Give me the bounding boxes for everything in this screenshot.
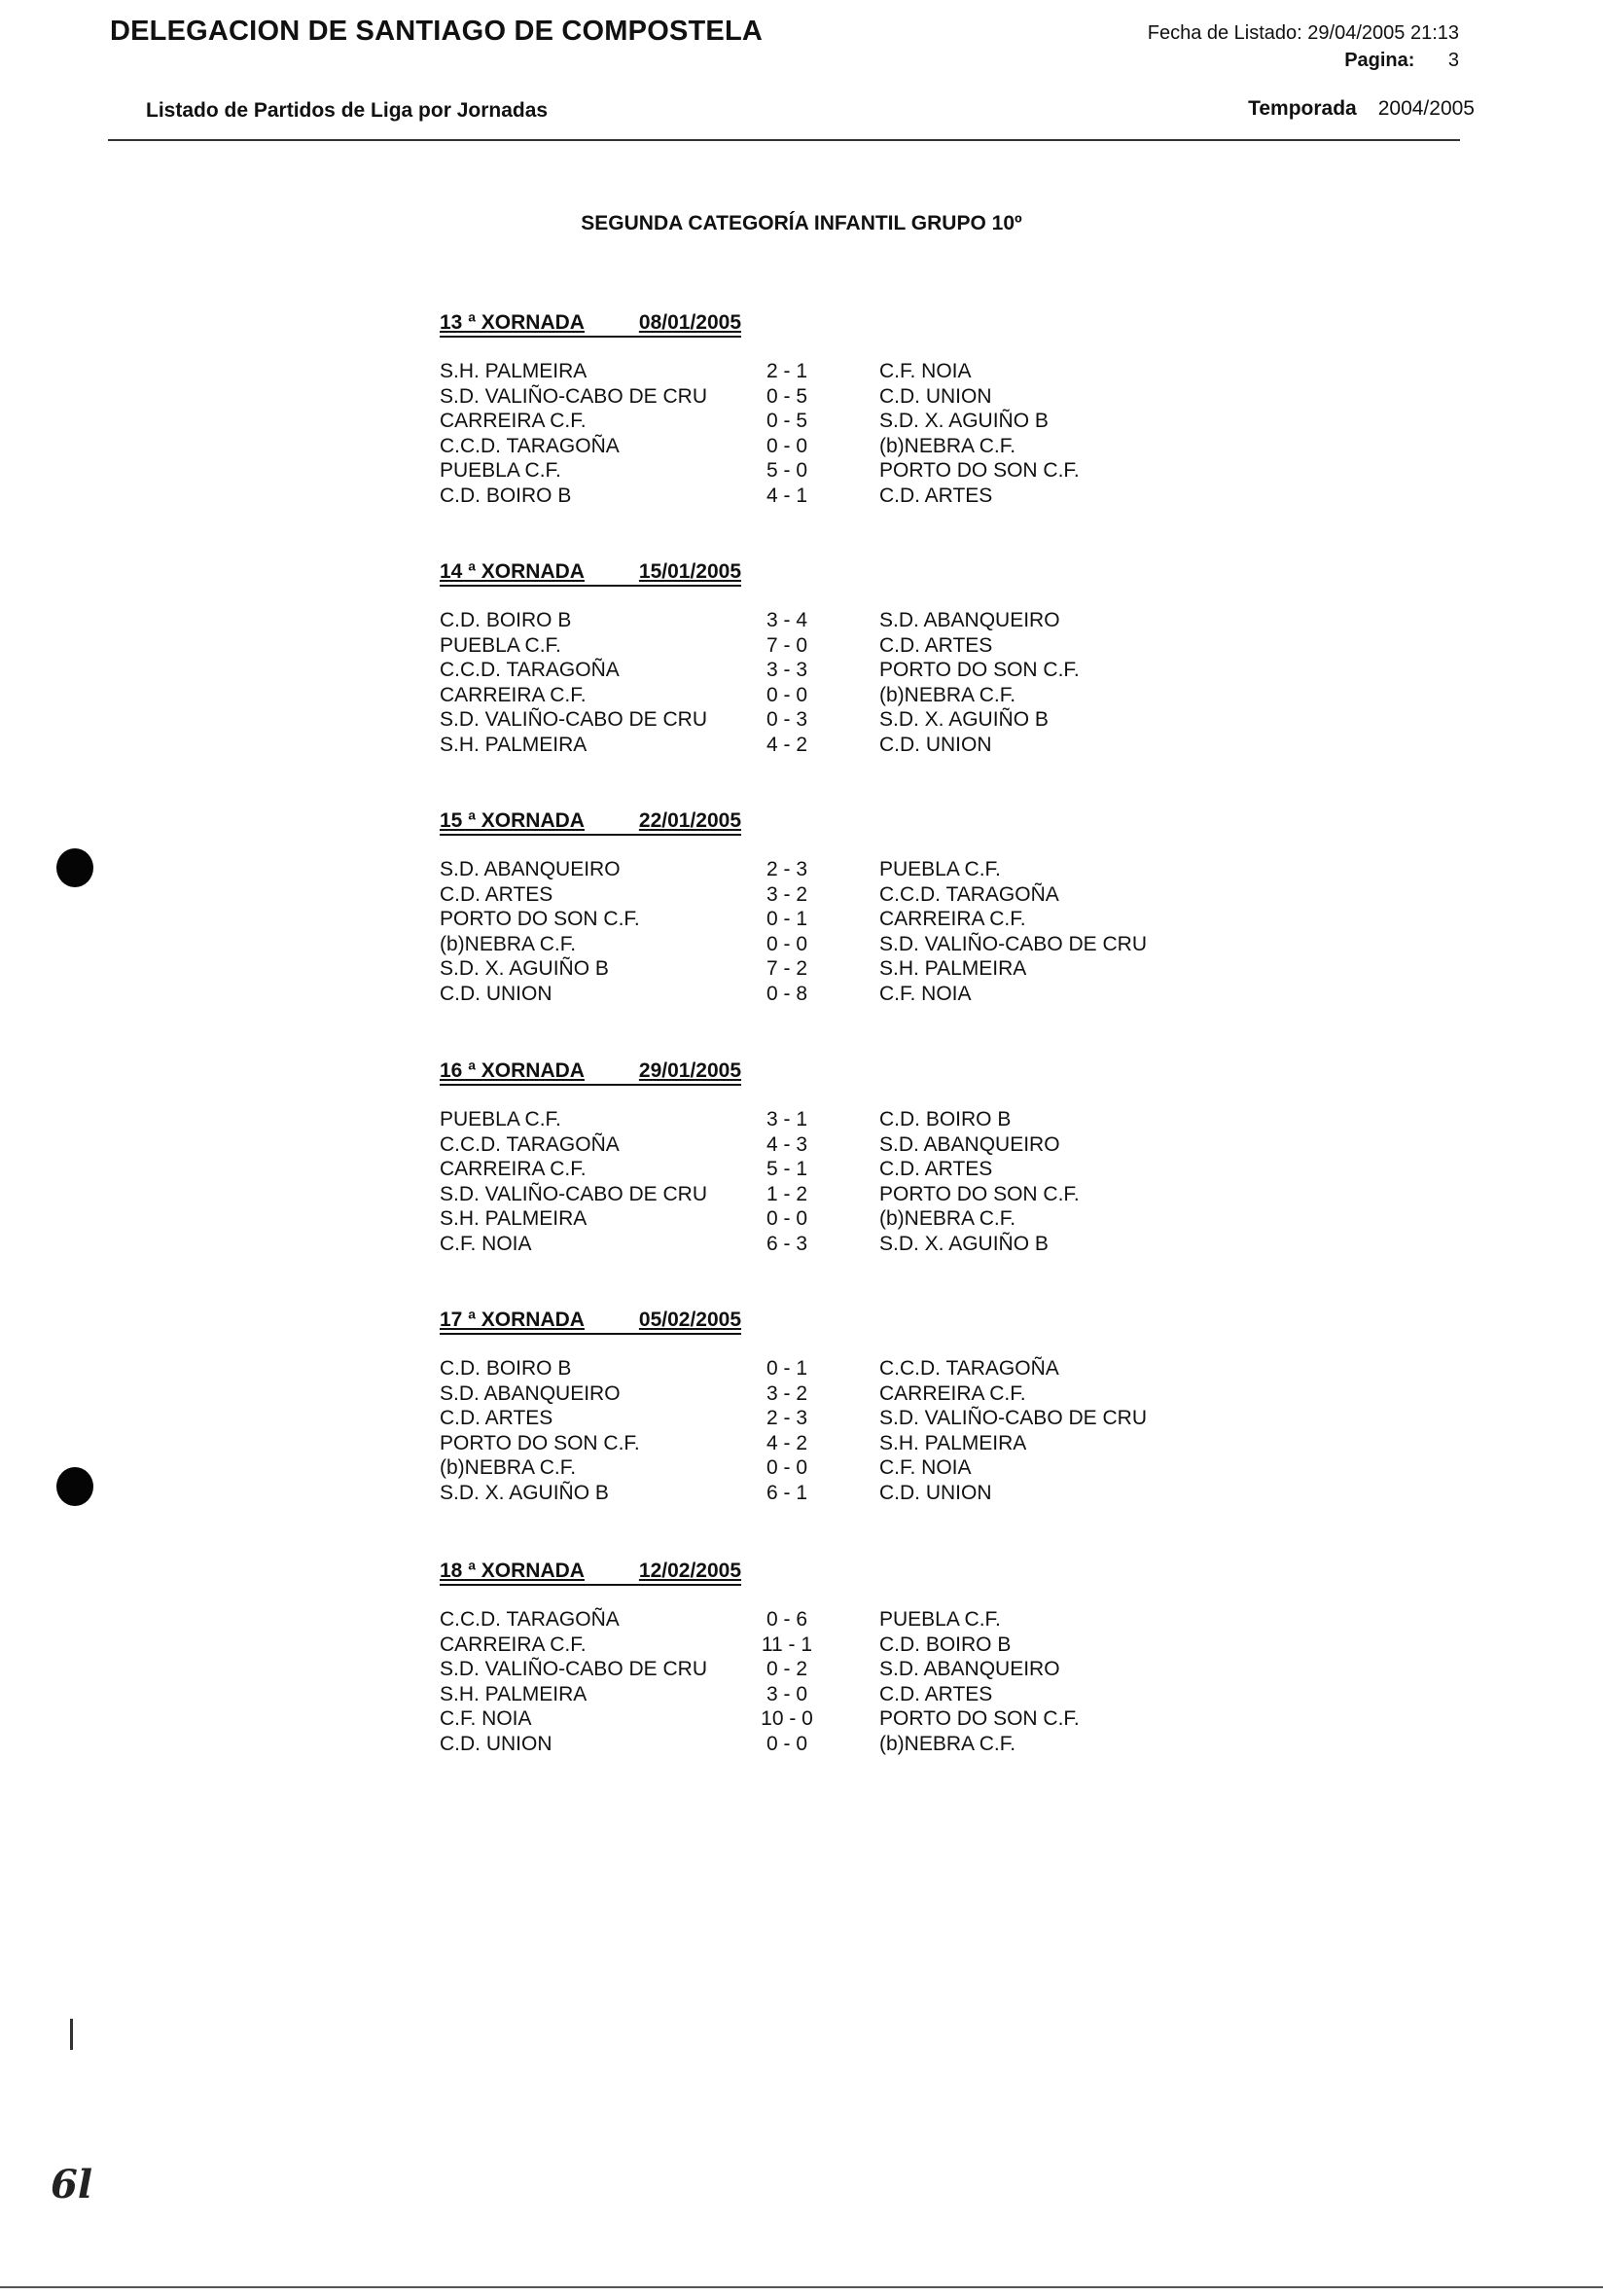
season-label: Temporada	[1248, 97, 1357, 120]
jornada-header	[440, 1309, 1218, 1338]
season-line	[1248, 97, 1475, 121]
jornada-name: 13 ª XORNADA	[440, 311, 585, 334]
jornada-section	[440, 809, 1218, 1008]
home-team: S.D. ABANQUEIRO	[440, 1381, 621, 1405]
away-team: C.F. NOIA	[879, 360, 972, 382]
match-row	[440, 1608, 1218, 1633]
jornada-name: 15 ª XORNADA	[440, 809, 585, 832]
match-score: 4 - 2	[766, 733, 808, 756]
match-score: 3 - 1	[766, 1108, 808, 1130]
away-team: (b)NEBRA C.F.	[879, 683, 1016, 706]
match-score: 2 - 1	[766, 360, 808, 382]
listing-subtitle: Listado de Partidos de Liga por Jornadas	[146, 99, 549, 122]
home-team: S.D. VALIÑO-CABO DE CRU	[440, 384, 707, 408]
header-divider	[108, 139, 1460, 141]
scan-mark	[70, 2019, 73, 2050]
home-team: S.H. PALMEIRA	[440, 1207, 588, 1231]
punch-hole	[56, 1467, 93, 1506]
jornada-name: 17 ª XORNADA	[440, 1309, 585, 1331]
match-row	[440, 659, 1218, 684]
match-row	[440, 1183, 1218, 1208]
home-team: C.D. BOIRO B	[440, 1357, 572, 1380]
match-list	[440, 1608, 1218, 1758]
match-score: 0 - 1	[766, 908, 808, 931]
home-team: PUEBLA C.F.	[440, 459, 561, 483]
match-score: 0 - 2	[766, 1658, 808, 1681]
match-score: 6 - 1	[766, 1481, 808, 1504]
match-list	[440, 609, 1218, 759]
match-score: 3 - 4	[766, 609, 808, 631]
away-team: S.D. ABANQUEIRO	[879, 1132, 1060, 1156]
jornada-section	[440, 1560, 1218, 1758]
away-team: C.F. NOIA	[879, 982, 972, 1005]
away-team: C.D. UNION	[879, 384, 992, 408]
jornada-header-underline	[440, 834, 741, 836]
away-team: C.D. ARTES	[879, 633, 993, 657]
match-row	[440, 1233, 1218, 1258]
match-score: 0 - 0	[766, 1207, 808, 1231]
match-row	[440, 883, 1218, 909]
match-score: 5 - 0	[766, 459, 808, 483]
home-team: S.H. PALMEIRA	[440, 1682, 588, 1705]
home-team: CARREIRA C.F.	[440, 1158, 587, 1181]
away-team: C.D. ARTES	[879, 484, 993, 507]
away-team: PORTO DO SON C.F.	[879, 659, 1080, 682]
home-team: C.D. UNION	[440, 982, 552, 1005]
match-score: 0 - 0	[766, 1732, 808, 1755]
away-team: (b)NEBRA C.F.	[879, 1732, 1016, 1755]
match-score: 0 - 8	[766, 982, 808, 1005]
jornada-section	[440, 560, 1218, 759]
jornada-date: 29/01/2005	[638, 1059, 741, 1082]
match-score: 2 - 3	[766, 1407, 808, 1430]
away-team: S.D. ABANQUEIRO	[879, 1658, 1060, 1681]
away-team: C.D. UNION	[879, 1481, 992, 1504]
match-score: 11 - 1	[761, 1632, 813, 1656]
match-score: 5 - 1	[766, 1158, 808, 1181]
match-score: 10 - 0	[761, 1707, 813, 1731]
match-row	[440, 1382, 1218, 1408]
jornada-name: 14 ª XORNADA	[440, 560, 585, 583]
home-team: PORTO DO SON C.F.	[440, 1431, 640, 1454]
match-score: 0 - 0	[766, 434, 808, 457]
jornada-header	[440, 809, 1218, 839]
match-row	[440, 435, 1218, 460]
home-team: PORTO DO SON C.F.	[440, 908, 640, 931]
match-row	[440, 609, 1218, 634]
match-row	[440, 459, 1218, 484]
page-number: 3	[1447, 50, 1459, 71]
match-row	[440, 1482, 1218, 1507]
match-list	[440, 858, 1218, 1008]
match-score: 0 - 5	[766, 384, 808, 408]
match-row	[440, 1357, 1218, 1382]
away-team: PORTO DO SON C.F.	[879, 459, 1080, 483]
home-team: CARREIRA C.F.	[440, 683, 587, 706]
match-score: 0 - 0	[766, 1456, 808, 1480]
match-score: 0 - 1	[766, 1357, 808, 1380]
punch-hole	[56, 848, 93, 887]
listing-date: 29/04/2005 21:13	[1307, 22, 1459, 44]
jornada-header-underline	[440, 336, 741, 338]
jornada-header	[440, 1059, 1218, 1089]
jornada-date: 22/01/2005	[638, 809, 741, 832]
match-row	[440, 1733, 1218, 1758]
away-team: PUEBLA C.F.	[879, 1608, 1001, 1631]
match-row	[440, 1108, 1218, 1133]
match-list	[440, 360, 1218, 510]
away-team: PORTO DO SON C.F.	[879, 1707, 1080, 1731]
away-team: C.D. UNION	[879, 733, 992, 756]
scan-edge-line	[0, 2286, 1603, 2288]
home-team: C.D. BOIRO B	[440, 484, 572, 507]
match-row	[440, 734, 1218, 759]
match-row	[440, 1456, 1218, 1482]
jornada-header-underline	[440, 1084, 741, 1086]
match-score: 1 - 2	[766, 1182, 808, 1205]
away-team: CARREIRA C.F.	[879, 908, 1026, 931]
match-row	[440, 410, 1218, 435]
away-team: C.D. BOIRO B	[879, 1108, 1012, 1130]
home-team: C.C.D. TARAGOÑA	[440, 1608, 620, 1631]
match-row	[440, 1133, 1218, 1159]
jornada-header	[440, 560, 1218, 590]
home-team: C.F. NOIA	[440, 1707, 532, 1731]
jornada-date: 15/01/2005	[638, 560, 741, 583]
home-team: S.D. VALIÑO-CABO DE CRU	[440, 1658, 707, 1681]
match-row	[440, 708, 1218, 734]
match-row	[440, 385, 1218, 411]
away-team: C.C.D. TARAGOÑA	[879, 882, 1059, 906]
listing-date-label: Fecha de Listado:	[1147, 22, 1302, 44]
jornada-section	[440, 1059, 1218, 1258]
away-team: C.D. ARTES	[879, 1158, 993, 1181]
match-score: 3 - 2	[766, 1381, 808, 1405]
match-row	[440, 634, 1218, 660]
match-row	[440, 1432, 1218, 1457]
home-team: PUEBLA C.F.	[440, 633, 561, 657]
match-score: 0 - 3	[766, 708, 808, 732]
match-score: 0 - 6	[766, 1608, 808, 1631]
match-row	[440, 1707, 1218, 1733]
organization-title: DELEGACION DE SANTIAGO DE COMPOSTELA	[110, 16, 764, 47]
away-team: S.H. PALMEIRA	[879, 1431, 1027, 1454]
match-list	[440, 1357, 1218, 1507]
match-row	[440, 1683, 1218, 1708]
jornada-section	[440, 311, 1218, 510]
away-team: (b)NEBRA C.F.	[879, 1207, 1016, 1231]
match-score: 0 - 0	[766, 683, 808, 706]
match-score: 4 - 1	[766, 484, 808, 507]
home-team: C.F. NOIA	[440, 1232, 532, 1255]
home-team: C.D. UNION	[440, 1732, 552, 1755]
home-team: S.D. ABANQUEIRO	[440, 858, 621, 880]
jornada-header-underline	[440, 1584, 741, 1586]
match-row	[440, 1633, 1218, 1659]
match-score: 4 - 2	[766, 1431, 808, 1454]
match-row	[440, 1158, 1218, 1183]
away-team: PORTO DO SON C.F.	[879, 1182, 1080, 1205]
jornada-header	[440, 1560, 1218, 1589]
match-row	[440, 957, 1218, 983]
match-score: 7 - 0	[766, 633, 808, 657]
match-row	[440, 484, 1218, 510]
match-score: 3 - 3	[766, 659, 808, 682]
away-team: S.D. ABANQUEIRO	[879, 609, 1060, 631]
match-score: 7 - 2	[766, 957, 808, 981]
jornada-section	[440, 1309, 1218, 1507]
match-score: 6 - 3	[766, 1232, 808, 1255]
jornada-date: 05/02/2005	[638, 1309, 741, 1331]
home-team: CARREIRA C.F.	[440, 1632, 587, 1656]
match-row	[440, 1658, 1218, 1683]
home-team: PUEBLA C.F.	[440, 1108, 561, 1130]
match-row	[440, 1207, 1218, 1233]
away-team: C.F. NOIA	[879, 1456, 972, 1480]
home-team: S.D. VALIÑO-CABO DE CRU	[440, 708, 707, 732]
away-team: S.D. X. AGUIÑO B	[879, 1232, 1049, 1255]
home-team: C.C.D. TARAGOÑA	[440, 659, 620, 682]
home-team: C.C.D. TARAGOÑA	[440, 1132, 620, 1156]
home-team: S.D. X. AGUIÑO B	[440, 1481, 609, 1504]
jornada-header-underline	[440, 585, 741, 587]
home-team: (b)NEBRA C.F.	[440, 1456, 577, 1480]
match-row	[440, 684, 1218, 709]
category-title: SEGUNDA CATEGORÍA INFANTIL GRUPO 10º	[581, 212, 1022, 234]
home-team: C.D. ARTES	[440, 1407, 553, 1430]
jornada-header	[440, 311, 1218, 341]
away-team: C.D. ARTES	[879, 1682, 993, 1705]
match-row	[440, 858, 1218, 883]
home-team: S.D. X. AGUIÑO B	[440, 957, 609, 981]
away-team: S.D. X. AGUIÑO B	[879, 410, 1049, 433]
match-row	[440, 983, 1218, 1008]
home-team: C.D. ARTES	[440, 882, 553, 906]
jornada-name: 16 ª XORNADA	[440, 1059, 585, 1082]
away-team: S.D. VALIÑO-CABO DE CRU	[879, 932, 1147, 955]
match-row	[440, 933, 1218, 958]
home-team: S.H. PALMEIRA	[440, 360, 588, 382]
away-team: S.H. PALMEIRA	[879, 957, 1027, 981]
home-team: (b)NEBRA C.F.	[440, 932, 577, 955]
home-team: C.C.D. TARAGOÑA	[440, 434, 620, 457]
jornada-name: 18 ª XORNADA	[440, 1560, 585, 1582]
match-score: 3 - 0	[766, 1682, 808, 1705]
jornada-date: 08/01/2005	[638, 311, 741, 334]
match-row	[440, 908, 1218, 933]
match-list	[440, 1108, 1218, 1258]
away-team: S.D. VALIÑO-CABO DE CRU	[879, 1407, 1147, 1430]
page-number-line	[1148, 47, 1459, 74]
jornada-header-underline	[440, 1333, 741, 1335]
match-score: 3 - 2	[766, 882, 808, 906]
match-row	[440, 1407, 1218, 1432]
match-score: 0 - 0	[766, 932, 808, 955]
listing-date-line	[1148, 19, 1459, 47]
away-team: C.D. BOIRO B	[879, 1632, 1012, 1656]
listing-meta	[1148, 19, 1459, 74]
home-team: CARREIRA C.F.	[440, 410, 587, 433]
away-team: C.C.D. TARAGOÑA	[879, 1357, 1059, 1380]
season-value: 2004/2005	[1377, 97, 1475, 120]
match-score: 0 - 5	[766, 410, 808, 433]
jornada-date: 12/02/2005	[638, 1560, 741, 1582]
match-score: 2 - 3	[766, 858, 808, 880]
away-team: (b)NEBRA C.F.	[879, 434, 1016, 457]
handwritten-note: 6l	[51, 2162, 93, 2207]
page-label: Pagina:	[1344, 50, 1415, 71]
away-team: S.D. X. AGUIÑO B	[879, 708, 1049, 732]
away-team: CARREIRA C.F.	[879, 1381, 1026, 1405]
home-team: C.D. BOIRO B	[440, 609, 572, 631]
home-team: S.H. PALMEIRA	[440, 733, 588, 756]
home-team: S.D. VALIÑO-CABO DE CRU	[440, 1182, 707, 1205]
match-row	[440, 360, 1218, 385]
away-team: PUEBLA C.F.	[879, 858, 1001, 880]
match-score: 4 - 3	[766, 1132, 808, 1156]
